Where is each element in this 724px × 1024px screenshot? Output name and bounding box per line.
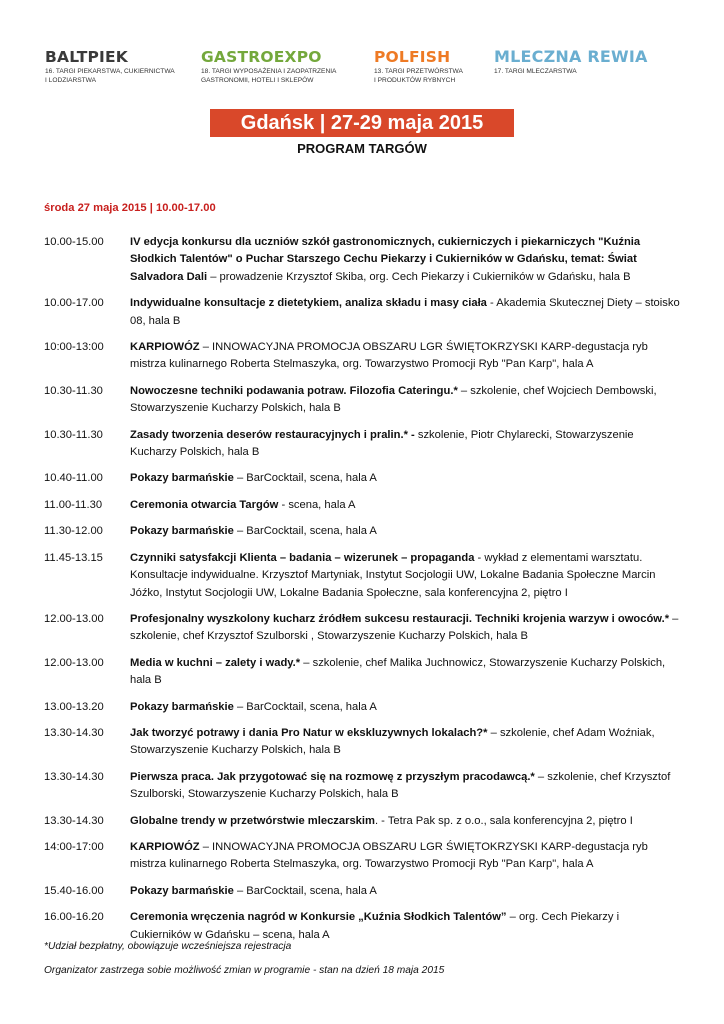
schedule-item-time: 10.30-11.30 xyxy=(44,428,103,441)
schedule-item xyxy=(44,427,680,462)
schedule-item-details: – BarCocktail, scena, hala A xyxy=(233,525,377,538)
schedule-item-description xyxy=(130,295,680,330)
baltpiek-logo-subtitle: 16. TARGI PIEKARSTWA, CUKIERNICTWA I LODZIARSTWA xyxy=(45,68,175,84)
schedule-item-time: 10.40-11.00 xyxy=(44,472,103,485)
schedule-item xyxy=(44,470,680,487)
schedule-item-time: 16.00-16.20 xyxy=(44,911,104,924)
schedule-item xyxy=(44,883,680,900)
schedule-item-description xyxy=(130,883,680,900)
schedule-item-title: Pokazy barmańskie xyxy=(130,700,234,713)
schedule-item-description xyxy=(130,725,680,760)
baltpiek-logo xyxy=(45,48,175,85)
schedule-item-details: szkolenie, Piotr Chylarecki, Stowarzyszenie Kucharzy Polskich, hala B xyxy=(130,428,634,459)
schedule-item-time: 10.00-15.00 xyxy=(44,236,104,248)
schedule-item-description xyxy=(130,523,680,540)
schedule-item-description xyxy=(130,339,680,374)
schedule-item-title: Media w kuchni – zalety i wady.* xyxy=(130,656,301,669)
schedule-item xyxy=(44,497,680,514)
schedule-item xyxy=(44,839,680,874)
mleczna-rewia-logo-name: MLECZNA REWIA xyxy=(494,47,648,66)
schedule-item-title: Zasady tworzenia deserów restauracyjnych i pralin.* - xyxy=(130,428,415,441)
polfish-logo-subtitle: 13. TARGI PRZETWÓRSTWA I PRODUKTÓW RYBNYCH xyxy=(374,68,463,84)
schedule-item xyxy=(44,909,680,944)
schedule-item-time: 10.30-11.30 xyxy=(44,384,103,397)
schedule-item-title: Czynniki satysfakcji Klienta – badania – wizerunek – propaganda xyxy=(130,551,475,564)
schedule-item-details: – szkolenie, chef Wojciech Dembowski, Stowarzyszenie Kucharzy Polskich, hala B xyxy=(130,384,657,415)
schedule-item-title: IV edycja konkursu dla uczniów szkół gastronomicznych, cukierniczych i piekarniczych "Kuźnia Słodkich Talentów" o Puchar Starszego Cechu Piekarzy i Cukierników w Gdańsku, temat: Świat Salvadora Dali xyxy=(130,236,641,283)
schedule-item xyxy=(44,339,680,374)
schedule-list xyxy=(44,234,680,953)
schedule-item-description xyxy=(130,550,680,602)
schedule-item-time: 10:00-13:00 xyxy=(44,341,104,354)
gastroexpo-logo-subtitle: 18. TARGI WYPOSAŻENIA I ZAOPATRZENIA GASTRONOMII, HOTELI I SKLEPÓW xyxy=(201,68,337,84)
schedule-item-time: 13.30-14.30 xyxy=(44,814,104,827)
schedule-item xyxy=(44,295,680,330)
schedule-item-details: – szkolenie, chef Krzysztof Szulborski , Stowarzyszenie Kucharzy Polskich, hala B xyxy=(130,612,679,643)
schedule-item-details: – BarCocktail, scena, hala A xyxy=(233,884,377,897)
schedule-item-title: KARPIOWÓZ xyxy=(130,840,200,853)
schedule-item-description xyxy=(130,470,680,487)
mleczna-rewia-logo-subtitle: 17. TARGI MLECZARSTWA xyxy=(494,68,577,75)
schedule-item-details: – INNOWACYJNA PROMOCJA OBSZARU LGR ŚWIĘTOKRZYSKI KARP-degustacja ryb mistrza kulinarnego Roberta Stelmaszyka, org. Towarzystwo Promocji Ryb "Pan Karp", hala A xyxy=(130,341,648,371)
polfish-logo xyxy=(374,48,463,85)
schedule-item-description xyxy=(130,769,680,804)
free-entry-footnote: *Udział bezpłatny, obowiązuje wcześniejsza rejestracja xyxy=(44,941,292,952)
schedule-item-time: 12.00-13.00 xyxy=(44,656,104,669)
polfish-logo-name: POLFISH xyxy=(374,48,451,66)
schedule-item-details: – szkolenie, chef Malika Juchnowicz, Stowarzyszenie Kucharzy Polskich, hala B xyxy=(130,656,666,687)
schedule-item xyxy=(44,655,680,690)
schedule-item-details: – szkolenie, chef Krzysztof Szulborski, Stowarzyszenie Kucharzy Polskich, hala B xyxy=(130,770,671,801)
schedule-item-details: – org. Cech Piekarzy i Cukierników w Gdańsku – scena, hala A xyxy=(130,911,620,941)
schedule-item-description xyxy=(130,383,680,418)
schedule-item-details: – INNOWACYJNA PROMOCJA OBSZARU LGR ŚWIĘTOKRZYSKI KARP-degustacja ryb mistrza kulinarnego Roberta Stelmaszyka, org. Towarzystwo Promocji Ryb "Pan Karp", hala A xyxy=(130,840,648,871)
schedule-item-details: – prowadzenie Krzysztof Skiba, org. Cech Piekarzy i Cukierników w Gdańsku, hala B xyxy=(207,270,631,283)
event-date-banner: Gdańsk | 27-29 maja 2015 xyxy=(210,109,514,137)
schedule-item-title: Ceremonia wręczenia nagród w Konkursie „Kuźnia Słodkich Talentów” xyxy=(130,911,507,924)
schedule-item-description xyxy=(130,611,680,646)
schedule-item-details: - Akademia Skutecznej Diety – stoisko 08, hala B xyxy=(130,297,680,327)
schedule-item-title: Ceremonia otwarcia Targów xyxy=(130,498,279,511)
schedule-item xyxy=(44,383,680,418)
schedule-item-time: 11.30-12.00 xyxy=(44,525,103,538)
schedule-item-description xyxy=(130,655,680,690)
schedule-item xyxy=(44,611,680,646)
schedule-item-time: 10.00-17.00 xyxy=(44,297,104,310)
schedule-item-description xyxy=(130,699,680,716)
schedule-item-time: 11.00-11.30 xyxy=(44,498,103,511)
schedule-item-details: – BarCocktail, scena, hala A xyxy=(233,472,377,485)
schedule-item-details: – BarCocktail, scena, hala A xyxy=(233,700,377,713)
schedule-item-title: Indywidualne konsultacje z dietetykiem, analiza składu i masy ciała xyxy=(130,297,487,310)
schedule-item-description xyxy=(130,839,680,874)
page-title: PROGRAM TARGÓW xyxy=(297,141,427,156)
schedule-item xyxy=(44,813,680,830)
schedule-item-time: 13.30-14.30 xyxy=(44,726,104,739)
schedule-item-title: Nowoczesne techniki podawania potraw. Filozofia Cateringu.* xyxy=(130,384,458,397)
schedule-item-title: KARPIOWÓZ xyxy=(130,341,200,354)
schedule-item-details: - scena, hala A xyxy=(278,498,356,511)
mleczna-rewia-logo xyxy=(494,48,648,76)
schedule-item xyxy=(44,234,680,286)
gastroexpo-logo xyxy=(201,48,336,85)
schedule-item-title: Jak tworzyć potrawy i dania Pro Natur w ekskluzywnych lokalach?* xyxy=(130,726,488,739)
schedule-item xyxy=(44,523,680,540)
schedule-item-time: 11.45-13.15 xyxy=(44,551,103,564)
schedule-item-description xyxy=(130,234,680,286)
schedule-item-description xyxy=(130,497,680,514)
schedule-item-details: . - Tetra Pak sp. z o.o., sala konferencyjna 2, piętro I xyxy=(374,814,633,827)
schedule-item xyxy=(44,550,680,602)
schedule-item-time: 15.40-16.00 xyxy=(44,884,104,897)
schedule-item xyxy=(44,699,680,716)
baltpiek-logo-name: BALTPIEK xyxy=(45,48,129,66)
schedule-item xyxy=(44,725,680,760)
disclaimer-footnote: Organizator zastrzega sobie możliwość zmian w programie - stan na dzień 18 maja 2015 xyxy=(44,965,445,976)
schedule-item-title: Pokazy barmańskie xyxy=(130,525,234,538)
logo-bar xyxy=(45,48,685,98)
schedule-item xyxy=(44,769,680,804)
schedule-item-description xyxy=(130,813,680,830)
schedule-item-time: 12.00-13.00 xyxy=(44,612,104,625)
schedule-item-description xyxy=(130,427,680,462)
day-heading: środa 27 maja 2015 | 10.00-17.00 xyxy=(44,202,216,214)
schedule-item-details: - wykład z elementami warsztatu. Konsultacje indywidualne. Krzysztof Martyniak, Instytut Socjologii UW, Lokalne Badania Społeczne Marcin Jóźko, Instytut Socjologii UW, Lokalne Badania Społeczne, sala konferencyjna 2, piętro I xyxy=(130,551,656,599)
schedule-item-title: Pokazy barmańskie xyxy=(130,884,234,897)
schedule-item-details: – szkolenie, chef Adam Woźniak, Stowarzyszenie Kucharzy Polskich, hala B xyxy=(130,726,655,757)
gastroexpo-logo-name: GASTROEXPO xyxy=(201,48,322,66)
schedule-item-title: Pierwsza praca. Jak przygotować się na rozmowę z przyszłym pracodawcą.* xyxy=(130,770,535,783)
schedule-item-title: Pokazy barmańskie xyxy=(130,472,234,485)
schedule-item-description xyxy=(130,909,680,944)
schedule-item-title: Globalne trendy w przetwórstwie mleczarskim xyxy=(130,814,375,827)
schedule-item-time: 13.00-13.20 xyxy=(44,700,104,713)
schedule-item-time: 14:00-17:00 xyxy=(44,840,104,853)
schedule-item-time: 13.30-14.30 xyxy=(44,770,104,783)
schedule-item-title: Profesjonalny wyszkolony kucharz źródłem sukcesu restauracji. Techniki krojenia warzyw i owoców.* xyxy=(130,612,670,625)
